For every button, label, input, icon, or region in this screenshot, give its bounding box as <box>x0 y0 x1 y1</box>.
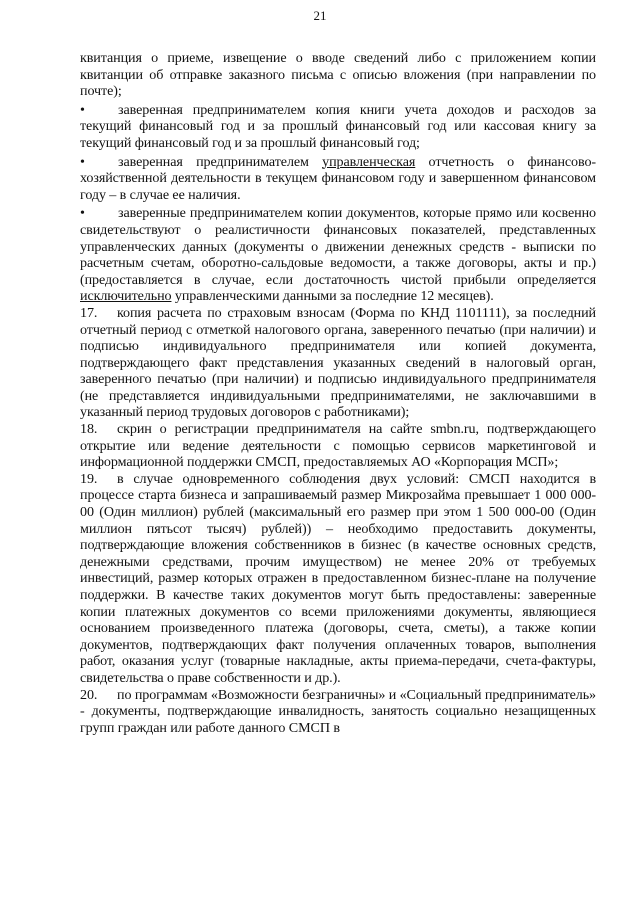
item-number: 17. <box>80 304 98 321</box>
paragraph-continuation: квитанция о приеме, извещение о вводе сведений либо с приложением копии квитанции об отправке заказного письма с описью вложения (при направлении по почте); <box>80 50 596 100</box>
underlined-text: исключительно <box>80 288 172 305</box>
bullet-icon: • <box>80 101 85 118</box>
list-item <box>80 102 596 152</box>
item-text: копия расчета по страховым взносам (Форма по КНД 1101111), за последний отчетный период с отметкой налогового органа, заверенного печатью (при наличии) и подписью индивидуального предпринимателя или копией документа, подтверждающего факт представления указанных сведений в налоговый орган, заверенного печатью (при наличии) и подписью индивидуального предпринимателя (не представляется индивидуальными предпринимателями, не заключавшими в указанный период трудовых договоров с работниками); <box>80 304 596 421</box>
item-text: скрин о регистрации предпринимателя на сайте smbn.ru, подтверждающего открытие или ведение деятельности с помощью сервисов маркетинговой и информационной поддержки СМСП, предоставляемых АО «Корпорация МСП»; <box>80 421 596 471</box>
item-number: 20. <box>80 686 98 703</box>
list-item-text: заверенные предпринимателем копии документов, которые прямо или косвенно свидетельствуют о реалистичности финансовых показателей, представленных управленческих данных (документы о движении денежных средств - выписки по расчетным счетам, оборотно-сальдовые ведомости, а также договоры, акты и пр.) (предоставляется в случае, если достаточность чистой прибыли определяется <box>80 205 596 288</box>
numbered-item-20 <box>80 687 596 737</box>
bullet-icon: • <box>80 205 85 222</box>
list-item-text: заверенная предпринимателем <box>118 153 323 170</box>
document-body <box>80 50 596 736</box>
list-item <box>80 154 596 204</box>
item-number: 18. <box>80 421 98 438</box>
numbered-item-18 <box>80 421 596 471</box>
bullet-icon: • <box>80 153 85 170</box>
numbered-item-17 <box>80 305 596 421</box>
item-text: по программам «Возможности безграничны» и «Социальный предприниматель» - документы, подтверждающие инвалидность, занятость социально незащищенных групп граждан или работе данного СМСП в <box>80 686 596 736</box>
list-item-text: отчетность о финансово-хозяйственной деятельности в текущем финансовом году и завершенном финансовом году – в случае ее наличия. <box>80 153 597 203</box>
page-number: 21 <box>313 8 327 23</box>
list-item-text: заверенная предпринимателем копия книги учета доходов и расходов за текущий финансовый год и за прошлый финансовый год или кассовая книгу за текущий финансовый год и за прошлый финансовый год; <box>80 101 596 151</box>
list-item-text: управленческими данными за последние 12 месяцев). <box>171 288 494 305</box>
item-number: 19. <box>80 470 98 487</box>
item-text: в случае одновременного соблюдения двух условий: СМСП находится в процессе старта бизнеса и запрашиваемый размер Микрозайма превышает 1 000 000-00 (Один миллион) рублей (максимальный его размер при этом 1 500 000-00 (Один миллион пятьсот тысяч) рублей)) – необходимо предоставить документы, подтверждающие вложения собственников в бизнес (в качестве основных средств, денежными средствами, прочим имуществом) не менее 20% от требуемых инвестиций, размер которых отражен в предоставленном бизнес-плане на получение поддержки. В качестве таких документов могут быть предоставлены: заверенные копии платежных документов со всеми приложениями документы, являющиеся основанием произведенного платежа (договоры, счета, сметы), а также копии документов, подтверждающих факт получения оплаченных товаров, выполнения работ, оказания услуг (товарные накладные, акты приема-передачи, счета-фактуры, свидетельства о праве собственности и др.). <box>80 470 596 686</box>
numbered-item-19 <box>80 471 596 687</box>
list-item <box>80 205 596 305</box>
underlined-text: управленческая <box>322 153 416 170</box>
